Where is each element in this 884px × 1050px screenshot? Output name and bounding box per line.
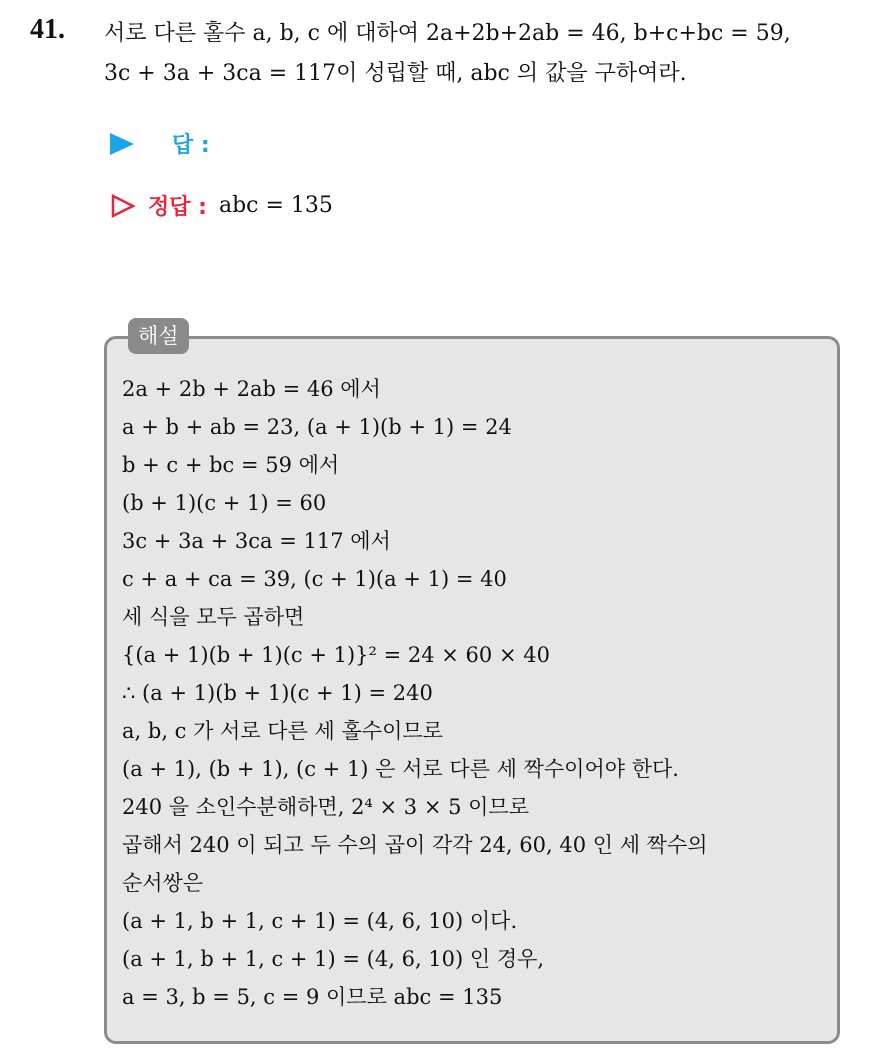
answer-label: 답 :: [172, 133, 210, 158]
solution-line: (a + 1), (b + 1), (c + 1) 은 서로 다른 세 짝수이어야 한다.: [122, 757, 679, 781]
answer-row: [110, 128, 210, 159]
solution-line: b + c + bc = 59 에서: [122, 453, 340, 477]
solution-line: {(a + 1)(b + 1)(c + 1)}² = 24 × 60 × 40: [122, 643, 550, 667]
solution-line: 2a + 2b + 2ab = 46 에서: [122, 377, 381, 401]
question-line-2: 3c + 3a + 3ca = 117이 성립할 때, abc 의 값을 구하여라.: [104, 61, 687, 86]
correct-answer-row: [110, 190, 333, 221]
solution-line: c + a + ca = 39, (c + 1)(a + 1) = 40: [122, 567, 507, 591]
solution-line: (a + 1, b + 1, c + 1) = (4, 6, 10) 이다.: [122, 909, 518, 933]
solution-line: 순서쌍은: [122, 871, 204, 895]
solution-line: ∴ (a + 1)(b + 1)(c + 1) = 240: [122, 681, 433, 705]
solution-line: (b + 1)(c + 1) = 60: [122, 491, 327, 515]
question-number: 41.: [30, 14, 65, 45]
correct-answer-label: 정답 :: [148, 195, 207, 220]
solution-tab: 해설: [128, 318, 189, 354]
question-line-1: 서로 다른 홀수 a, b, c 에 대하여 2a+2b+2ab = 46, b+c+bc = 59,: [104, 21, 791, 46]
solution-line: 세 식을 모두 곱하면: [122, 605, 305, 629]
correct-answer-value: abc = 135: [218, 193, 333, 218]
solution-line: 240 을 소인수분해하면, 2⁴ × 3 × 5 이므로: [122, 795, 529, 819]
solution-lines: [122, 370, 708, 1016]
solution-line: 3c + 3a + 3ca = 117 에서: [122, 529, 391, 553]
play-triangle-icon: [110, 133, 134, 155]
solution-line: a, b, c 가 서로 다른 세 홀수이므로: [122, 719, 443, 743]
outline-triangle-icon: [110, 193, 136, 219]
solution-line: a + b + ab = 23, (a + 1)(b + 1) = 24: [122, 415, 512, 439]
solution-line: a = 3, b = 5, c = 9 이므로 abc = 135: [122, 985, 503, 1009]
solution-line: (a + 1, b + 1, c + 1) = (4, 6, 10) 인 경우,: [122, 947, 545, 971]
solution-line: 곱해서 240 이 되고 두 수의 곱이 각각 24, 60, 40 인 세 짝수의: [122, 833, 708, 857]
